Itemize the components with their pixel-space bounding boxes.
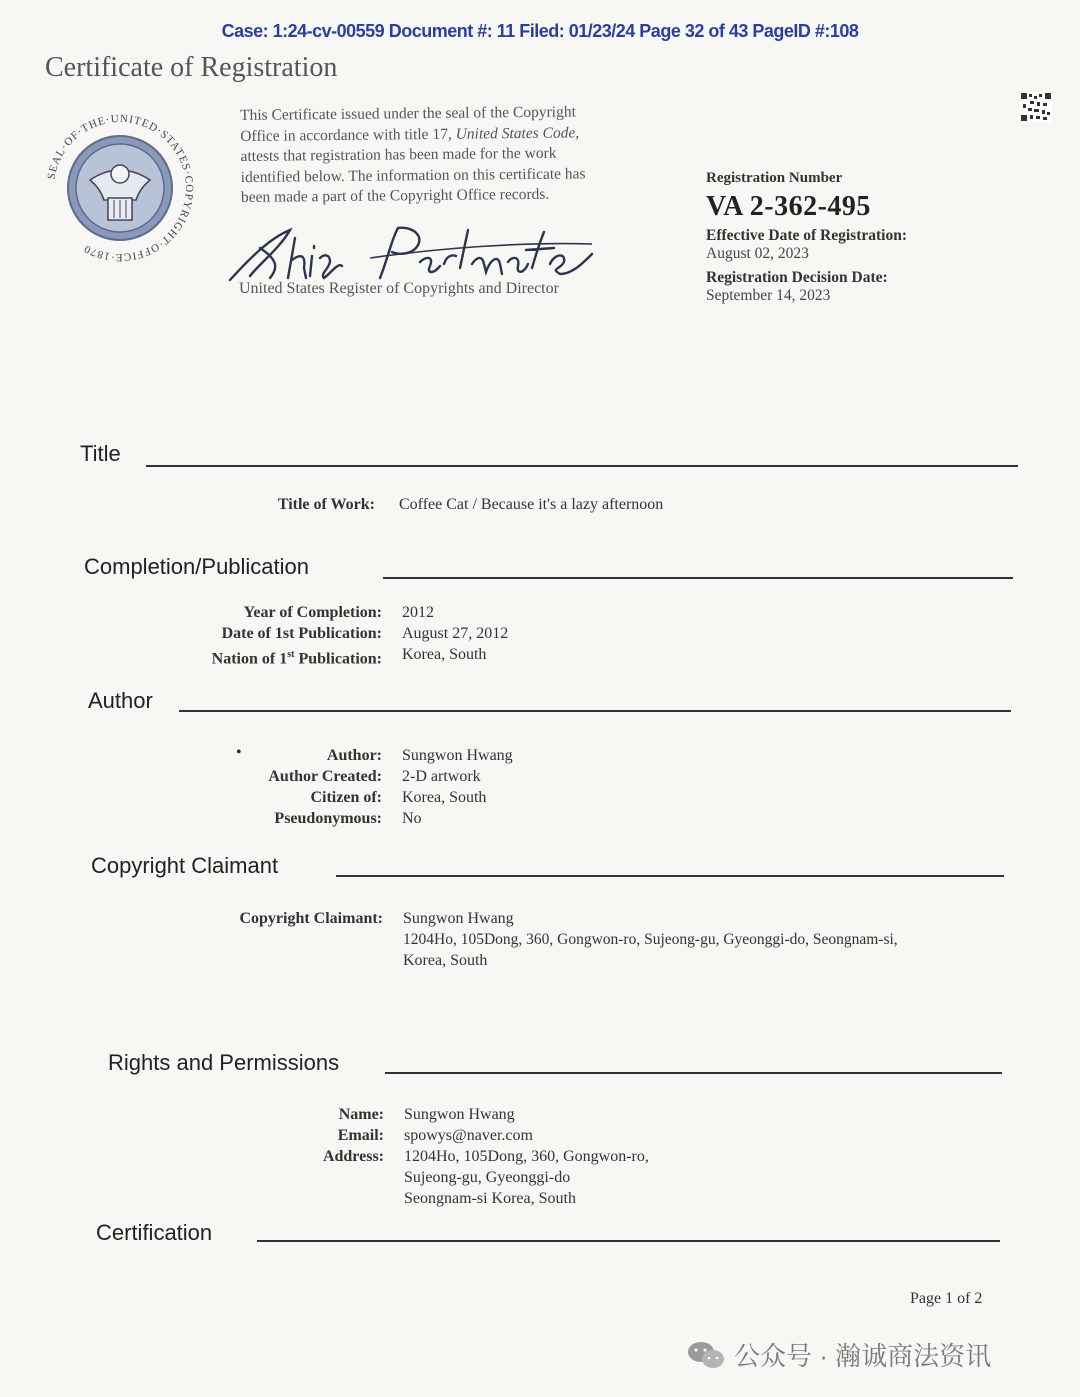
pseudonymous-value: No [402, 810, 422, 827]
rights-name-value: Sungwon Hwang [404, 1106, 515, 1123]
author-label: Author: [326, 747, 382, 764]
intro-italic: United States Code, [455, 123, 580, 143]
rights-email-value: spowys@naver.com [404, 1127, 533, 1144]
section-rights-heading: Rights and Permissions [108, 1050, 340, 1075]
section-divider [146, 465, 1018, 467]
rights-address-line: Sujeong-gu, Gyeonggi-do [404, 1169, 571, 1186]
author-fields [150, 745, 513, 829]
rights-fields [150, 1104, 649, 1209]
section-divider [336, 875, 1004, 877]
seal-ring-text: SEAL·OF·THE·UNITED·STATES·COPYRIGHT·OFFICE·1870 [45, 112, 196, 264]
decision-date-label: Registration Decision Date: [706, 269, 888, 286]
first-publication-date-label: Date of 1st Publication: [221, 625, 382, 642]
rights-name-label: Name: [338, 1106, 384, 1123]
claimant-address-line: 1204Ho, 105Dong, 360, Gongwon-ro, Sujeong-gu, Gyeonggi-do, Seongnam-si, [403, 931, 898, 948]
certificate-intro [240, 102, 661, 209]
barcode-icon [1020, 92, 1052, 122]
section-divider [385, 1072, 1002, 1074]
title-of-work-value: Coffee Cat / Because it's a lazy afternoon [399, 496, 664, 513]
intro-line: been made a part of the Copyright Office records. [240, 185, 550, 206]
intro-line: identified below. The information on this certificate has [240, 164, 586, 186]
publication-nation-value: Korea, South [402, 646, 487, 663]
register-signature [220, 218, 600, 288]
claimant-fields [150, 908, 898, 971]
intro-line: attests that registration has been made for the work [240, 144, 557, 165]
footer-watermark [686, 1336, 991, 1373]
registration-block [706, 170, 1006, 311]
effective-date: August 02, 2023 [706, 245, 809, 262]
title-of-work-label: Title of Work: [277, 496, 375, 513]
section-certification-heading: Certification [96, 1220, 213, 1245]
citizen-of-value: Korea, South [402, 789, 487, 806]
intro-line: This Certificate issued under the seal of the Copyright [240, 103, 576, 124]
citizen-of-label: Citizen of: [310, 789, 382, 806]
nation-label-text: Publication: [294, 650, 382, 668]
rights-address-value [404, 1146, 649, 1209]
rights-address-line: Seongnam-si Korea, South [404, 1190, 576, 1207]
wechat-icon [686, 1339, 726, 1371]
nation-label-sup: st [287, 649, 295, 660]
effective-date-label: Effective Date of Registration: [706, 227, 907, 244]
author-created-value: 2-D artwork [402, 768, 481, 785]
pseudonymous-label: Pseudonymous: [274, 810, 382, 827]
year-of-completion-value: 2012 [402, 604, 434, 621]
rights-email-label: Email: [337, 1127, 384, 1144]
author-bullet: • [236, 744, 242, 761]
section-title-heading: Title [80, 441, 121, 466]
watermark-text: 公众号 · 瀚诚商法资讯 [734, 1341, 992, 1371]
claimant-value [403, 908, 898, 971]
publication-nation-label [150, 644, 382, 669]
section-author-heading: Author [88, 688, 153, 713]
section-divider [179, 710, 1011, 712]
first-publication-date-value: August 27, 2012 [402, 625, 509, 642]
page-number: Page 1 of 2 [910, 1290, 983, 1307]
intro-text: Office in accordance with title 17, [240, 125, 456, 145]
section-divider [257, 1240, 1000, 1242]
title-fields [200, 494, 663, 515]
author-created-label: Author Created: [268, 768, 382, 785]
registration-number: VA 2-362-495 [706, 191, 871, 222]
year-of-completion-label: Year of Completion: [243, 604, 382, 621]
nation-label-text: Nation of 1 [211, 650, 288, 668]
certificate-title: Certificate of Registration [45, 52, 338, 83]
registration-number-label: Registration Number [706, 170, 843, 186]
rights-address-label: Address: [322, 1148, 384, 1165]
section-divider [383, 577, 1013, 579]
copyright-office-seal-icon [40, 108, 200, 268]
claimant-address-line: Korea, South [403, 952, 488, 969]
claimant-name: Sungwon Hwang [403, 910, 514, 927]
author-value: Sungwon Hwang [402, 747, 513, 764]
section-claimant-heading: Copyright Claimant [91, 853, 279, 878]
decision-date: September 14, 2023 [706, 287, 831, 304]
register-title: United States Register of Copyrights and Director [239, 280, 559, 297]
section-completion-heading: Completion/Publication [84, 554, 310, 579]
rights-address-line: 1204Ho, 105Dong, 360, Gongwon-ro, [404, 1148, 649, 1165]
completion-fields [150, 602, 508, 669]
claimant-label: Copyright Claimant: [239, 910, 383, 927]
case-header: Case: 1:24-cv-00559 Document #: 11 Filed: 01/23/24 Page 32 of 43 PageID #:108 [221, 21, 859, 41]
